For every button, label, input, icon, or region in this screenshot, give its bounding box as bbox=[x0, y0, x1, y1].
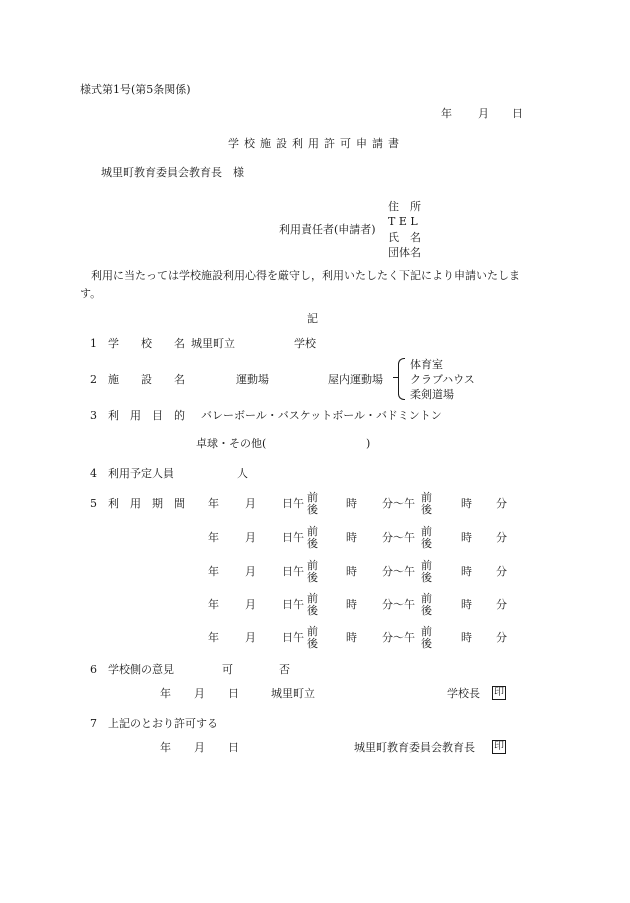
pm-label: 後 bbox=[421, 571, 432, 584]
item-1-suffix: 学校 bbox=[294, 337, 316, 350]
period-month-unit: 月 bbox=[245, 565, 256, 578]
period-min-unit: 分 bbox=[496, 497, 507, 510]
period-min-unit: 分 bbox=[496, 565, 507, 578]
approval-day-unit: 日 bbox=[228, 741, 239, 754]
period-hour-unit-end: 時 bbox=[461, 631, 472, 644]
superintendent-label: 城里町教育委員会教育長 bbox=[354, 741, 475, 754]
date-month-unit: 月 bbox=[478, 107, 489, 120]
pm-label: 後 bbox=[307, 637, 318, 650]
period-month-unit: 月 bbox=[245, 531, 256, 544]
date-year-unit: 年 bbox=[441, 107, 452, 120]
am-label: 前 bbox=[307, 559, 318, 572]
pm-label: 後 bbox=[307, 571, 318, 584]
purpose-line-2-end: ) bbox=[366, 437, 371, 450]
superintendent-seal: 印 bbox=[494, 741, 504, 752]
group-field-label: 団体名 bbox=[388, 246, 421, 259]
opinion-month-unit: 月 bbox=[194, 687, 205, 700]
purpose-line-1: バレーボール・バスケットボール・バドミントン bbox=[201, 409, 442, 422]
ampm-start bbox=[307, 492, 318, 516]
am-label: 前 bbox=[421, 625, 432, 638]
period-min-to: 分〜午 bbox=[382, 598, 415, 611]
item-2-number: 2 bbox=[90, 373, 97, 386]
am-label: 前 bbox=[421, 491, 432, 504]
opinion-year-unit: 年 bbox=[160, 687, 171, 700]
period-day-noon: 日午 bbox=[282, 497, 304, 510]
opinion-deny: 否 bbox=[279, 663, 290, 676]
item-6-label: 学校側の意見 bbox=[108, 663, 174, 676]
facility-option-ground: 運動場 bbox=[236, 373, 269, 386]
ampm-end bbox=[421, 492, 432, 516]
period-min-unit: 分 bbox=[496, 631, 507, 644]
ampm-end bbox=[421, 593, 432, 617]
opinion-town: 城里町立 bbox=[271, 687, 315, 700]
period-year-unit: 年 bbox=[208, 631, 219, 644]
period-year-unit: 年 bbox=[208, 531, 219, 544]
item-4-label: 利用予定人員 bbox=[108, 467, 174, 480]
ampm-start bbox=[307, 593, 318, 617]
pm-label: 後 bbox=[307, 604, 318, 617]
item-3-number: 3 bbox=[90, 409, 97, 422]
am-label: 前 bbox=[421, 592, 432, 605]
purpose-line-2-start: 卓球・その他( bbox=[196, 437, 267, 450]
intro-line-1: 利用に当たっては学校施設利用心得を厳守し，利用いたしたく下記により申請いたしま bbox=[91, 269, 520, 282]
period-month-unit: 月 bbox=[245, 598, 256, 611]
ki-marker: 記 bbox=[307, 312, 318, 325]
name-field-label: 氏 名 bbox=[388, 231, 421, 244]
approval-month-unit: 月 bbox=[194, 741, 205, 754]
am-label: 前 bbox=[421, 559, 432, 572]
pm-label: 後 bbox=[421, 503, 432, 516]
pm-label: 後 bbox=[307, 537, 318, 550]
period-min-unit: 分 bbox=[496, 531, 507, 544]
am-label: 前 bbox=[307, 491, 318, 504]
period-hour-unit: 時 bbox=[346, 631, 357, 644]
period-hour-unit-end: 時 bbox=[461, 565, 472, 578]
ampm-start bbox=[307, 626, 318, 650]
pm-label: 後 bbox=[421, 537, 432, 550]
principal-label: 学校長 bbox=[447, 687, 480, 700]
ampm-end bbox=[421, 626, 432, 650]
am-label: 前 bbox=[307, 525, 318, 538]
period-day-noon: 日午 bbox=[282, 565, 304, 578]
pm-label: 後 bbox=[421, 637, 432, 650]
item-5-label: 利 用 期 間 bbox=[108, 497, 185, 510]
am-label: 前 bbox=[307, 592, 318, 605]
period-min-to: 分〜午 bbox=[382, 565, 415, 578]
ampm-end bbox=[421, 526, 432, 550]
period-hour-unit: 時 bbox=[346, 531, 357, 544]
brace-bracket bbox=[398, 358, 405, 400]
item-7-label: 上記のとおり許可する bbox=[108, 717, 218, 730]
headcount-unit: 人 bbox=[237, 467, 248, 480]
address-field-label: 住 所 bbox=[388, 200, 421, 213]
ampm-start bbox=[307, 560, 318, 584]
period-hour-unit-end: 時 bbox=[461, 497, 472, 510]
period-year-unit: 年 bbox=[208, 598, 219, 611]
period-hour-unit: 時 bbox=[346, 598, 357, 611]
opinion-approve: 可 bbox=[222, 663, 233, 676]
period-min-to: 分〜午 bbox=[382, 631, 415, 644]
principal-seal: 印 bbox=[494, 687, 504, 698]
period-min-unit: 分 bbox=[496, 598, 507, 611]
facility-sub-dojo: 柔剣道場 bbox=[410, 388, 454, 401]
facility-sub-clubhouse: クラブハウス bbox=[410, 373, 475, 386]
facility-option-indoor: 屋内運動場 bbox=[328, 373, 383, 386]
ampm-end bbox=[421, 560, 432, 584]
date-day-unit: 日 bbox=[512, 107, 523, 120]
period-hour-unit-end: 時 bbox=[461, 531, 472, 544]
period-hour-unit: 時 bbox=[346, 565, 357, 578]
period-min-to: 分〜午 bbox=[382, 531, 415, 544]
pm-label: 後 bbox=[421, 604, 432, 617]
form-number: 様式第1号(第5条関係) bbox=[80, 83, 191, 96]
period-hour-unit: 時 bbox=[346, 497, 357, 510]
period-year-unit: 年 bbox=[208, 565, 219, 578]
addressee: 城里町教育委員会教育長 様 bbox=[101, 166, 244, 179]
item-4-number: 4 bbox=[90, 467, 97, 480]
item-2-label: 施 設 名 bbox=[108, 373, 185, 386]
opinion-day-unit: 日 bbox=[228, 687, 239, 700]
period-month-unit: 月 bbox=[245, 497, 256, 510]
item-1-prefix: 城里町立 bbox=[191, 337, 235, 350]
am-label: 前 bbox=[307, 625, 318, 638]
form-title: 学校施設利用許可申請書 bbox=[228, 137, 404, 150]
item-3-label: 利 用 目 的 bbox=[108, 409, 185, 422]
item-1-label: 学 校 名 bbox=[108, 337, 185, 350]
intro-line-2: す。 bbox=[80, 287, 102, 300]
am-label: 前 bbox=[421, 525, 432, 538]
approval-year-unit: 年 bbox=[160, 741, 171, 754]
period-min-to: 分〜午 bbox=[382, 497, 415, 510]
pm-label: 後 bbox=[307, 503, 318, 516]
period-hour-unit-end: 時 bbox=[461, 598, 472, 611]
period-day-noon: 日午 bbox=[282, 531, 304, 544]
ampm-start bbox=[307, 526, 318, 550]
item-6-number: 6 bbox=[90, 663, 97, 676]
period-day-noon: 日午 bbox=[282, 631, 304, 644]
item-7-number: 7 bbox=[90, 717, 97, 730]
period-month-unit: 月 bbox=[245, 631, 256, 644]
facility-sub-gym: 体育室 bbox=[410, 358, 443, 371]
item-1-number: 1 bbox=[90, 337, 97, 350]
period-year-unit: 年 bbox=[208, 497, 219, 510]
applicant-label: 利用責任者(申請者) bbox=[279, 223, 376, 236]
item-5-number: 5 bbox=[90, 497, 97, 510]
period-day-noon: 日午 bbox=[282, 598, 304, 611]
tel-field-label: T E L bbox=[388, 215, 418, 228]
